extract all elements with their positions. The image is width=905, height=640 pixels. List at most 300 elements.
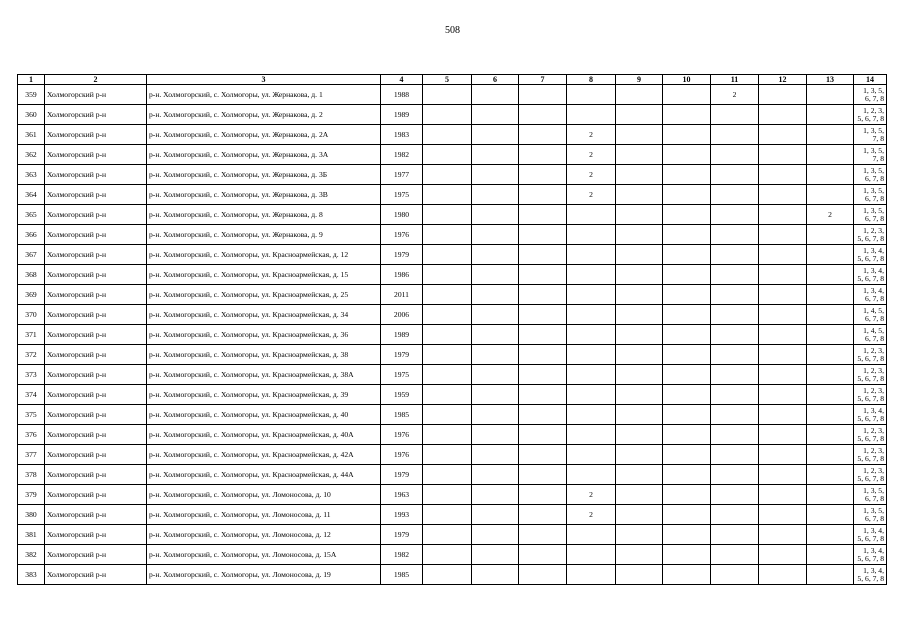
address-cell: р-н. Холмогорский, с. Холмогоры, ул. Жернакова, д. 3А (147, 145, 381, 165)
district-cell: Холмогорский р-н (45, 305, 147, 325)
district-cell: Холмогорский р-н (45, 185, 147, 205)
col7-cell (519, 465, 567, 485)
row-number-cell: 382 (18, 545, 45, 565)
row-number-cell: 364 (18, 185, 45, 205)
header-row (18, 75, 887, 85)
col12-cell (759, 385, 807, 405)
col5-cell (423, 465, 472, 485)
col10-cell (663, 185, 711, 205)
col8-cell (567, 465, 616, 485)
col6-cell (472, 105, 519, 125)
col13-cell (807, 305, 854, 325)
col5-cell (423, 505, 472, 525)
table-row (18, 105, 887, 125)
table-row (18, 165, 887, 185)
col5-cell (423, 285, 472, 305)
col13-cell (807, 485, 854, 505)
col9-cell (616, 425, 663, 445)
column-header-2: 2 (45, 75, 147, 85)
col7-cell (519, 385, 567, 405)
row-number-cell: 381 (18, 525, 45, 545)
col6-cell (472, 285, 519, 305)
address-cell: р-н. Холмогорский, с. Холмогоры, ул. Красноармейская, д. 34 (147, 305, 381, 325)
col5-cell (423, 405, 472, 425)
row-number-cell: 359 (18, 85, 45, 105)
col8-cell: 2 (567, 145, 616, 165)
col11-cell (711, 205, 759, 225)
housing-registry-table (17, 74, 887, 585)
col10-cell (663, 565, 711, 585)
col12-cell (759, 225, 807, 245)
col11-cell (711, 265, 759, 285)
column-header-1: 1 (18, 75, 45, 85)
col5-cell (423, 365, 472, 385)
year-cell: 1979 (381, 245, 423, 265)
col10-cell (663, 405, 711, 425)
col12-cell (759, 365, 807, 385)
row-number-cell: 363 (18, 165, 45, 185)
col5-cell (423, 165, 472, 185)
col14-cell: 1, 2, 3, 5, 6, 7, 8 (854, 225, 887, 245)
column-header-4: 4 (381, 75, 423, 85)
col13-cell (807, 365, 854, 385)
col9-cell (616, 265, 663, 285)
col9-cell (616, 285, 663, 305)
district-cell: Холмогорский р-н (45, 225, 147, 245)
col7-cell (519, 545, 567, 565)
col8-cell (567, 85, 616, 105)
col12-cell (759, 145, 807, 165)
col7-cell (519, 185, 567, 205)
col5-cell (423, 145, 472, 165)
year-cell: 1975 (381, 185, 423, 205)
col5-cell (423, 545, 472, 565)
col11-cell (711, 325, 759, 345)
col11-cell (711, 485, 759, 505)
district-cell: Холмогорский р-н (45, 345, 147, 365)
col9-cell (616, 105, 663, 125)
col11-cell (711, 565, 759, 585)
row-number-cell: 379 (18, 485, 45, 505)
col11-cell (711, 465, 759, 485)
col12-cell (759, 525, 807, 545)
col5-cell (423, 525, 472, 545)
col5-cell (423, 245, 472, 265)
year-cell: 1986 (381, 265, 423, 285)
col9-cell (616, 365, 663, 385)
col6-cell (472, 205, 519, 225)
column-header-10: 10 (663, 75, 711, 85)
address-cell: р-н. Холмогорский, с. Холмогоры, ул. Жернакова, д. 9 (147, 225, 381, 245)
col7-cell (519, 365, 567, 385)
col10-cell (663, 165, 711, 185)
col10-cell (663, 425, 711, 445)
row-number-cell: 368 (18, 265, 45, 285)
col8-cell (567, 305, 616, 325)
col13-cell (807, 525, 854, 545)
col10-cell (663, 525, 711, 545)
col14-cell: 1, 3, 5, 6, 7, 8 (854, 205, 887, 225)
col9-cell (616, 525, 663, 545)
col5-cell (423, 325, 472, 345)
col12-cell (759, 445, 807, 465)
col13-cell (807, 105, 854, 125)
col10-cell (663, 205, 711, 225)
row-number-cell: 375 (18, 405, 45, 425)
col8-cell: 2 (567, 185, 616, 205)
column-header-14: 14 (854, 75, 887, 85)
page-number: 508 (445, 25, 460, 36)
col10-cell (663, 285, 711, 305)
year-cell: 1988 (381, 85, 423, 105)
col5-cell (423, 565, 472, 585)
row-number-cell: 380 (18, 505, 45, 525)
column-header-3: 3 (147, 75, 381, 85)
col13-cell (807, 125, 854, 145)
address-cell: р-н. Холмогорский, с. Холмогоры, ул. Жернакова, д. 2А (147, 125, 381, 145)
col13-cell (807, 565, 854, 585)
col10-cell (663, 445, 711, 465)
col13-cell (807, 285, 854, 305)
col6-cell (472, 505, 519, 525)
table-row (18, 325, 887, 345)
year-cell: 1982 (381, 545, 423, 565)
col8-cell (567, 365, 616, 385)
col7-cell (519, 105, 567, 125)
col12-cell (759, 345, 807, 365)
row-number-cell: 377 (18, 445, 45, 465)
col9-cell (616, 445, 663, 465)
col12-cell (759, 105, 807, 125)
col14-cell: 1, 3, 4, 5, 6, 7, 8 (854, 565, 887, 585)
col14-cell: 1, 2, 3, 5, 6, 7, 8 (854, 385, 887, 405)
address-cell: р-н. Холмогорский, с. Холмогоры, ул. Красноармейская, д. 25 (147, 285, 381, 305)
col5-cell (423, 305, 472, 325)
address-cell: р-н. Холмогорский, с. Холмогоры, ул. Красноармейская, д. 12 (147, 245, 381, 265)
col10-cell (663, 265, 711, 285)
col9-cell (616, 145, 663, 165)
col13-cell (807, 345, 854, 365)
col14-cell: 1, 4, 5, 6, 7, 8 (854, 325, 887, 345)
col14-cell: 1, 2, 3, 5, 6, 7, 8 (854, 445, 887, 465)
col11-cell (711, 165, 759, 185)
col14-cell: 1, 3, 4, 5, 6, 7, 8 (854, 245, 887, 265)
col7-cell (519, 145, 567, 165)
table-row (18, 285, 887, 305)
address-cell: р-н. Холмогорский, с. Холмогоры, ул. Красноармейская, д. 40 (147, 405, 381, 425)
col9-cell (616, 545, 663, 565)
col6-cell (472, 305, 519, 325)
table-row (18, 305, 887, 325)
col13-cell: 2 (807, 205, 854, 225)
col12-cell (759, 405, 807, 425)
row-number-cell: 376 (18, 425, 45, 445)
table-row (18, 385, 887, 405)
col9-cell (616, 185, 663, 205)
col10-cell (663, 305, 711, 325)
col8-cell (567, 205, 616, 225)
col10-cell (663, 385, 711, 405)
col6-cell (472, 185, 519, 205)
col12-cell (759, 565, 807, 585)
col8-cell (567, 525, 616, 545)
col13-cell (807, 145, 854, 165)
col6-cell (472, 225, 519, 245)
col14-cell: 1, 3, 4, 6, 7, 8 (854, 285, 887, 305)
address-cell: р-н. Холмогорский, с. Холмогоры, ул. Ломоносова, д. 15А (147, 545, 381, 565)
col11-cell: 2 (711, 85, 759, 105)
col10-cell (663, 245, 711, 265)
col7-cell (519, 525, 567, 545)
table-body (18, 85, 887, 585)
col7-cell (519, 505, 567, 525)
year-cell: 1975 (381, 365, 423, 385)
col13-cell (807, 85, 854, 105)
year-cell: 2006 (381, 305, 423, 325)
row-number-cell: 383 (18, 565, 45, 585)
col10-cell (663, 325, 711, 345)
col7-cell (519, 405, 567, 425)
row-number-cell: 365 (18, 205, 45, 225)
table-row (18, 525, 887, 545)
col12-cell (759, 285, 807, 305)
col7-cell (519, 245, 567, 265)
col5-cell (423, 125, 472, 145)
col8-cell (567, 245, 616, 265)
col8-cell (567, 325, 616, 345)
col6-cell (472, 465, 519, 485)
col5-cell (423, 265, 472, 285)
col7-cell (519, 445, 567, 465)
col12-cell (759, 325, 807, 345)
col9-cell (616, 245, 663, 265)
col11-cell (711, 405, 759, 425)
address-cell: р-н. Холмогорский, с. Холмогоры, ул. Красноармейская, д. 42А (147, 445, 381, 465)
col10-cell (663, 465, 711, 485)
col14-cell: 1, 2, 3, 5, 6, 7, 8 (854, 465, 887, 485)
col12-cell (759, 185, 807, 205)
table-row (18, 465, 887, 485)
col8-cell (567, 345, 616, 365)
col13-cell (807, 385, 854, 405)
col7-cell (519, 125, 567, 145)
district-cell: Холмогорский р-н (45, 545, 147, 565)
table-row (18, 405, 887, 425)
col12-cell (759, 425, 807, 445)
col6-cell (472, 425, 519, 445)
column-header-12: 12 (759, 75, 807, 85)
year-cell: 1976 (381, 445, 423, 465)
col13-cell (807, 325, 854, 345)
table-row (18, 545, 887, 565)
col6-cell (472, 485, 519, 505)
row-number-cell: 367 (18, 245, 45, 265)
col7-cell (519, 85, 567, 105)
address-cell: р-н. Холмогорский, с. Холмогоры, ул. Красноармейская, д. 15 (147, 265, 381, 285)
col10-cell (663, 545, 711, 565)
district-cell: Холмогорский р-н (45, 405, 147, 425)
column-header-6: 6 (472, 75, 519, 85)
row-number-cell: 370 (18, 305, 45, 325)
col8-cell (567, 565, 616, 585)
col14-cell: 1, 2, 3, 5, 6, 7, 8 (854, 425, 887, 445)
col5-cell (423, 225, 472, 245)
address-cell: р-н. Холмогорский, с. Холмогоры, ул. Жернакова, д. 3Б (147, 165, 381, 185)
district-cell: Холмогорский р-н (45, 245, 147, 265)
col8-cell (567, 385, 616, 405)
col5-cell (423, 385, 472, 405)
col11-cell (711, 345, 759, 365)
col9-cell (616, 225, 663, 245)
col11-cell (711, 545, 759, 565)
address-cell: р-н. Холмогорский, с. Холмогоры, ул. Красноармейская, д. 38А (147, 365, 381, 385)
col5-cell (423, 105, 472, 125)
table-row (18, 145, 887, 165)
table-row (18, 245, 887, 265)
col12-cell (759, 125, 807, 145)
col10-cell (663, 365, 711, 385)
col9-cell (616, 85, 663, 105)
col14-cell: 1, 2, 3, 5, 6, 7, 8 (854, 365, 887, 385)
table-row (18, 445, 887, 465)
col6-cell (472, 405, 519, 425)
address-cell: р-н. Холмогорский, с. Холмогоры, ул. Красноармейская, д. 36 (147, 325, 381, 345)
district-cell: Холмогорский р-н (45, 365, 147, 385)
col6-cell (472, 325, 519, 345)
col7-cell (519, 225, 567, 245)
address-cell: р-н. Холмогорский, с. Холмогоры, ул. Красноармейская, д. 44А (147, 465, 381, 485)
col9-cell (616, 485, 663, 505)
table-row (18, 225, 887, 245)
address-cell: р-н. Холмогорский, с. Холмогоры, ул. Ломоносова, д. 10 (147, 485, 381, 505)
col11-cell (711, 425, 759, 445)
col12-cell (759, 265, 807, 285)
col8-cell: 2 (567, 165, 616, 185)
table-row (18, 365, 887, 385)
address-cell: р-н. Холмогорский, с. Холмогоры, ул. Жернакова, д. 2 (147, 105, 381, 125)
year-cell: 1985 (381, 405, 423, 425)
address-cell: р-н. Холмогорский, с. Холмогоры, ул. Ломоносова, д. 11 (147, 505, 381, 525)
col11-cell (711, 525, 759, 545)
col5-cell (423, 425, 472, 445)
col9-cell (616, 205, 663, 225)
column-header-7: 7 (519, 75, 567, 85)
col7-cell (519, 165, 567, 185)
address-cell: р-н. Холмогорский, с. Холмогоры, ул. Жернакова, д. 8 (147, 205, 381, 225)
col9-cell (616, 325, 663, 345)
district-cell: Холмогорский р-н (45, 425, 147, 445)
district-cell: Холмогорский р-н (45, 205, 147, 225)
col7-cell (519, 265, 567, 285)
year-cell: 1976 (381, 425, 423, 445)
col7-cell (519, 325, 567, 345)
col8-cell: 2 (567, 485, 616, 505)
col10-cell (663, 125, 711, 145)
col11-cell (711, 445, 759, 465)
year-cell: 2011 (381, 285, 423, 305)
col8-cell (567, 285, 616, 305)
address-cell: р-н. Холмогорский, с. Холмогоры, ул. Жернакова, д. 1 (147, 85, 381, 105)
col7-cell (519, 305, 567, 325)
col13-cell (807, 245, 854, 265)
year-cell: 1989 (381, 105, 423, 125)
col8-cell (567, 105, 616, 125)
district-cell: Холмогорский р-н (45, 125, 147, 145)
district-cell: Холмогорский р-н (45, 165, 147, 185)
col11-cell (711, 185, 759, 205)
col9-cell (616, 305, 663, 325)
col9-cell (616, 345, 663, 365)
col13-cell (807, 405, 854, 425)
col9-cell (616, 165, 663, 185)
row-number-cell: 378 (18, 465, 45, 485)
col12-cell (759, 205, 807, 225)
col13-cell (807, 225, 854, 245)
district-cell: Холмогорский р-н (45, 445, 147, 465)
col8-cell (567, 225, 616, 245)
district-cell: Холмогорский р-н (45, 465, 147, 485)
col9-cell (616, 505, 663, 525)
row-number-cell: 373 (18, 365, 45, 385)
col5-cell (423, 345, 472, 365)
col13-cell (807, 465, 854, 485)
address-cell: р-н. Холмогорский, с. Холмогоры, ул. Ломоносова, д. 12 (147, 525, 381, 545)
district-cell: Холмогорский р-н (45, 325, 147, 345)
col6-cell (472, 245, 519, 265)
col11-cell (711, 505, 759, 525)
col12-cell (759, 305, 807, 325)
col11-cell (711, 125, 759, 145)
col13-cell (807, 545, 854, 565)
col14-cell: 1, 3, 5, 6, 7, 8 (854, 185, 887, 205)
address-cell: р-н. Холмогорский, с. Холмогоры, ул. Красноармейская, д. 38 (147, 345, 381, 365)
col11-cell (711, 145, 759, 165)
col14-cell: 1, 3, 4, 5, 6, 7, 8 (854, 525, 887, 545)
col9-cell (616, 465, 663, 485)
col13-cell (807, 425, 854, 445)
col12-cell (759, 165, 807, 185)
year-cell: 1963 (381, 485, 423, 505)
col13-cell (807, 185, 854, 205)
col9-cell (616, 565, 663, 585)
col14-cell: 1, 3, 5, 6, 7, 8 (854, 165, 887, 185)
col11-cell (711, 285, 759, 305)
col9-cell (616, 405, 663, 425)
col8-cell (567, 425, 616, 445)
col6-cell (472, 165, 519, 185)
year-cell: 1959 (381, 385, 423, 405)
col7-cell (519, 425, 567, 445)
col14-cell: 1, 3, 4, 5, 6, 7, 8 (854, 405, 887, 425)
col11-cell (711, 225, 759, 245)
year-cell: 1979 (381, 345, 423, 365)
table-row (18, 205, 887, 225)
table-row (18, 565, 887, 585)
col6-cell (472, 265, 519, 285)
district-cell: Холмогорский р-н (45, 505, 147, 525)
table-row (18, 85, 887, 105)
col7-cell (519, 205, 567, 225)
address-cell: р-н. Холмогорский, с. Холмогоры, ул. Красноармейская, д. 39 (147, 385, 381, 405)
row-number-cell: 369 (18, 285, 45, 305)
column-header-8: 8 (567, 75, 616, 85)
col6-cell (472, 565, 519, 585)
table-row (18, 505, 887, 525)
col10-cell (663, 225, 711, 245)
district-cell: Холмогорский р-н (45, 565, 147, 585)
col14-cell: 1, 3, 5, 6, 7, 8 (854, 85, 887, 105)
col13-cell (807, 505, 854, 525)
